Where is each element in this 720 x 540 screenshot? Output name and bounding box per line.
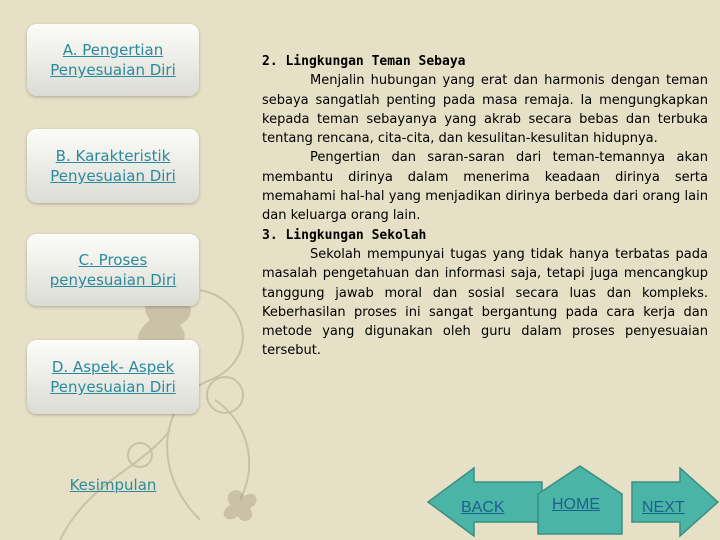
nav-aspek-line2: Penyesuaian Diri xyxy=(50,378,176,396)
nav-karakteristik-line2: Penyesuaian Diri xyxy=(50,167,176,185)
nav-proses-line1: C. Proses xyxy=(78,251,148,269)
section2-paragraph-2: Pengertian dan saran-saran dari teman-temannya akan membantu dirinya dalam menerima keadaan dirinya serta memahami hal-hal yang menjadikan dirinya berbeda dari orang lain dan keluarga orang lain. xyxy=(262,150,708,224)
main-content xyxy=(262,52,708,361)
nav-proses-line2: penyesuaian Diri xyxy=(49,271,177,289)
back-button[interactable]: BACK xyxy=(461,499,505,516)
nav-karakteristik-line1: B. Karakteristik xyxy=(55,147,171,165)
home-button[interactable]: HOME xyxy=(552,496,600,513)
next-button[interactable]: NEXT xyxy=(642,499,685,516)
section2-heading: 2. Lingkungan Teman Sebaya xyxy=(262,54,466,69)
nav-aspek-button[interactable] xyxy=(27,340,199,414)
nav-aspek-line1: D. Aspek- Aspek xyxy=(51,358,175,376)
section3-paragraph-1: Sekolah mempunyai tugas yang tidak hanya terbatas pada masalah pengetahuan dan informasi saja, tetapi juga mencangkup tanggung jawab moral dan sosial secara luas dan kompleks. Keberhasilan proses ini sangat bergantung pada cara kerja dan metode yang digunakan oleh guru dalam proses penyesuaian tersebut. xyxy=(262,246,708,359)
nav-kesimpulan-link[interactable]: Kesimpulan xyxy=(69,476,157,494)
nav-karakteristik-button[interactable] xyxy=(27,129,199,203)
nav-pengertian-button[interactable] xyxy=(27,24,199,96)
section3-heading: 3. Lingkungan Sekolah xyxy=(262,227,427,243)
nav-pengertian-line1: A. Pengertian xyxy=(62,41,164,59)
section2-paragraph-1: Menjalin hubungan yang erat dan harmonis dengan teman sebaya sangatlah penting pada masa remaja. Ia mengungkapkan kepada teman sebayanya yang akrab secara bebas dan terbuka tentang rencana, cita-cita, dan kesulitan-kesulitan hidupnya. xyxy=(262,73,708,147)
nav-pengertian-line2: Penyesuaian Diri xyxy=(50,61,176,79)
nav-proses-button[interactable] xyxy=(27,234,199,306)
